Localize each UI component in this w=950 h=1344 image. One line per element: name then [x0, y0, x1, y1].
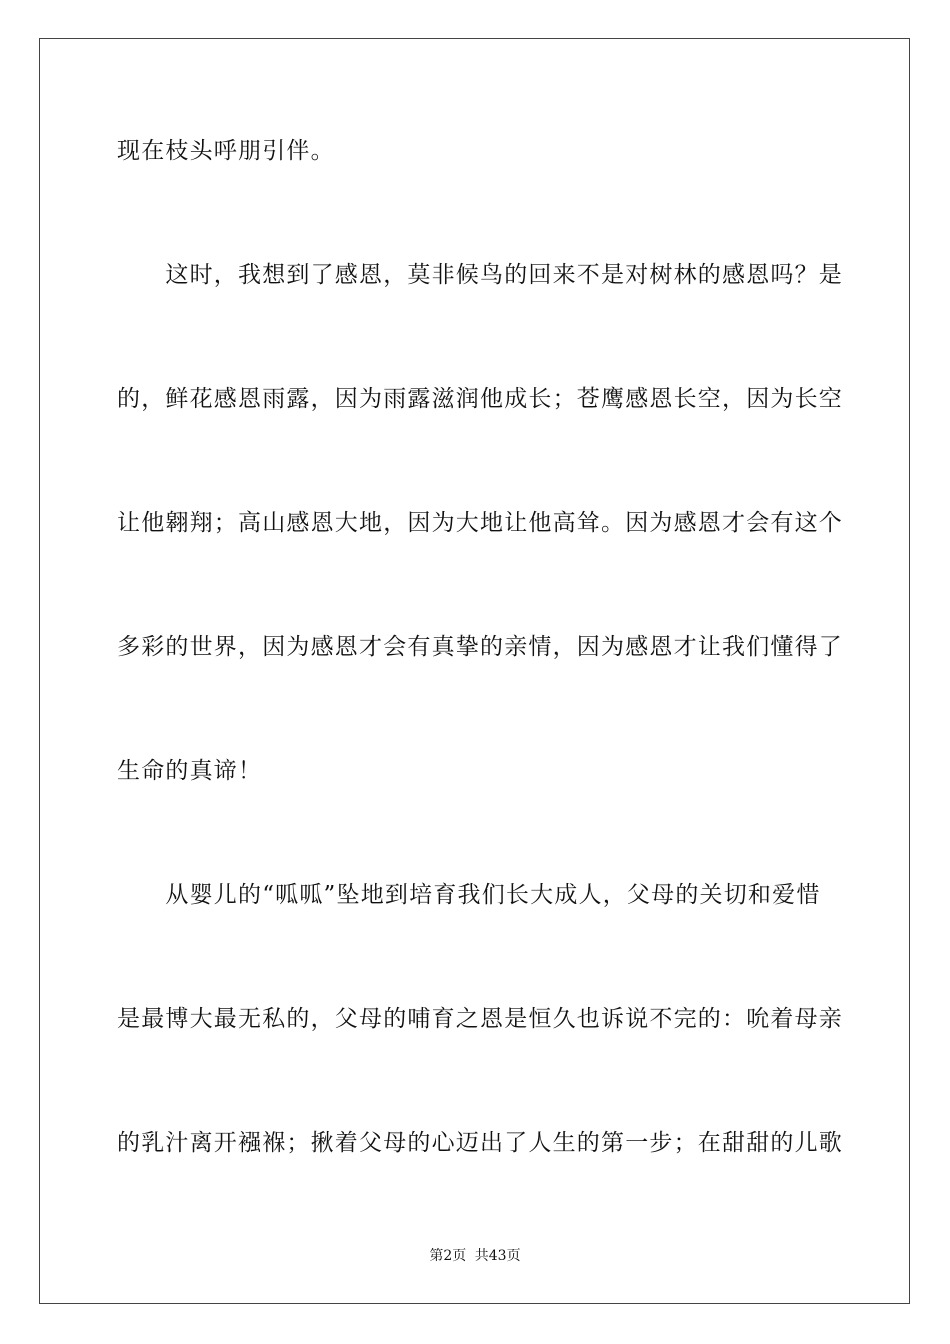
body-line-9: 的乳汁离开襁褓；揪着父母的心迈出了人生的第一步；在甜甜的儿歌: [117, 1130, 843, 1156]
body-line-8: 是最博大最无私的，父母的哺育之恩是恒久也诉说不完的：吮着母亲: [117, 1006, 843, 1032]
page-number: 第2页: [429, 1248, 467, 1264]
body-line-4: 让他翱翔；高山感恩大地，因为大地让他高耸。因为感恩才会有这个: [117, 510, 843, 536]
page-border: [39, 38, 910, 1304]
body-line-7: 从婴儿的“呱呱”坠地到培育我们长大成人，父母的关切和爱惜: [117, 882, 821, 908]
body-line-5: 多彩的世界，因为感恩才会有真挚的亲情，因为感恩才让我们懂得了: [117, 634, 843, 660]
body-line-6: 生命的真谛！: [117, 758, 263, 784]
body-line-3: 的，鲜花感恩雨露，因为雨露滋润他成长；苍鹰感恩长空，因为长空: [117, 386, 843, 412]
body-line-1: 现在枝头呼朋引伴。: [117, 138, 335, 164]
page-footer: [0, 1246, 950, 1266]
body-line-2: 这时，我想到了感恩，莫非候鸟的回来不是对树林的感恩吗？是: [117, 262, 843, 288]
total-pages: 共43页: [474, 1248, 521, 1264]
